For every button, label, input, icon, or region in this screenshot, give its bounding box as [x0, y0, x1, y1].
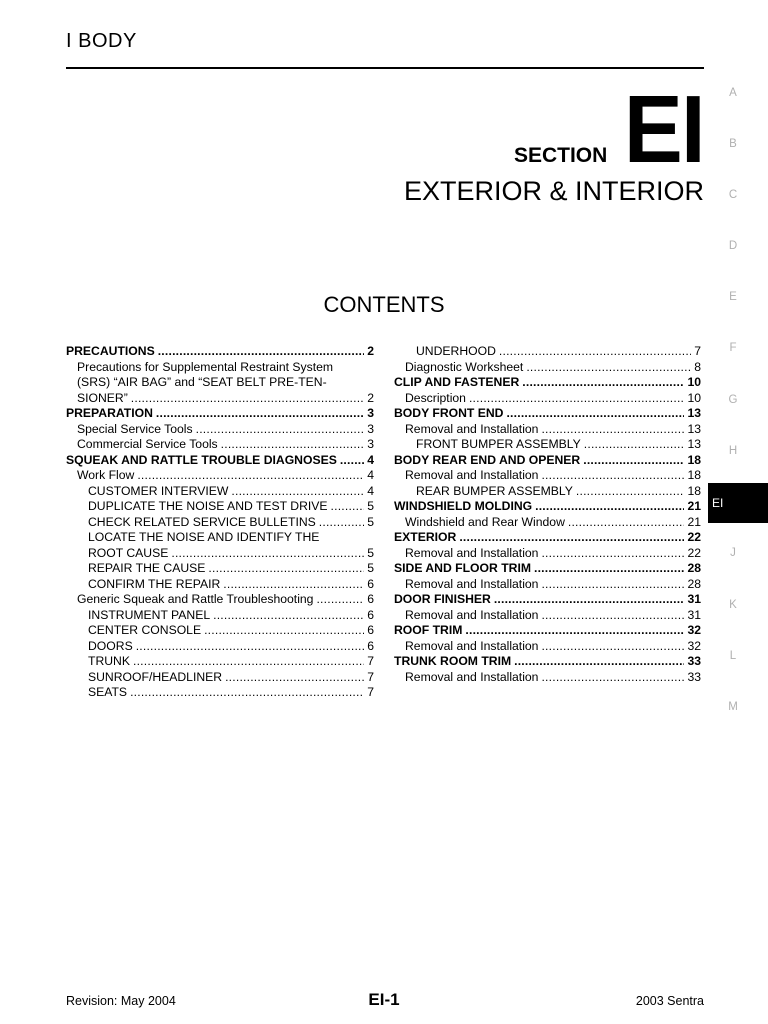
- toc-entry-title: REAR BUMPER ASSEMBLY: [416, 483, 573, 498]
- toc-entry-title: Special Service Tools: [77, 421, 193, 436]
- toc-entry-page: 28: [687, 576, 701, 591]
- section-name: EXTERIOR & INTERIOR: [403, 176, 704, 206]
- toc-entry[interactable]: [66, 484, 374, 500]
- toc-entry-page: 13: [687, 406, 701, 420]
- toc-entry[interactable]: [394, 546, 701, 562]
- toc-entry[interactable]: [66, 608, 374, 624]
- toc-entry[interactable]: [394, 608, 701, 624]
- side-index-tab-active[interactable]: EI: [708, 483, 768, 523]
- toc-leader-dots: [221, 437, 365, 453]
- toc-leader-dots: [583, 453, 684, 469]
- toc-entry-page: 10: [687, 375, 701, 389]
- toc-entry-title: WINDSHIELD MOLDING: [394, 499, 533, 513]
- toc-entry-title: TRUNK ROOM TRIM: [394, 654, 512, 668]
- toc-entry: [66, 530, 374, 546]
- toc-entry[interactable]: [394, 561, 701, 577]
- toc-entry-page: 7: [367, 654, 374, 668]
- toc-leader-dots: [541, 608, 684, 624]
- toc-entry-title: SEATS: [88, 685, 128, 699]
- toc-leader-dots: [223, 577, 364, 593]
- toc-entry-title: CLIP AND FASTENER: [394, 375, 520, 389]
- toc-entry-title: (SRS) “AIR BAG” and “SEAT BELT PRE-TEN-: [77, 375, 327, 389]
- toc-entry[interactable]: [394, 670, 701, 686]
- side-index-tab[interactable]: E: [729, 291, 737, 303]
- toc-entry-page: 2: [367, 344, 374, 358]
- toc-entry[interactable]: [66, 515, 374, 531]
- toc-entry-title: PRECAUTIONS: [66, 344, 155, 358]
- toc-entry-page: 6: [367, 592, 374, 606]
- toc-entry[interactable]: [394, 515, 701, 531]
- toc-entry-page: 3: [367, 421, 374, 436]
- toc-entry-title: INSTRUMENT PANEL: [88, 607, 211, 622]
- toc-leader-dots: [499, 344, 691, 360]
- toc-leader-dots: [156, 406, 364, 422]
- toc-leader-dots: [316, 592, 364, 608]
- side-index-tab[interactable]: G: [728, 394, 738, 406]
- toc-entry-title: Removal and Installation: [405, 545, 539, 560]
- toc-entry-page: 4: [367, 468, 374, 482]
- toc-right-column: [394, 344, 701, 685]
- toc-entry[interactable]: [394, 484, 701, 500]
- toc-entry[interactable]: [394, 639, 701, 655]
- toc-leader-dots: [506, 406, 684, 422]
- toc-entry-title: SUNROOF/HEADLINER: [88, 669, 223, 684]
- footer-page-number: EI-1: [368, 990, 400, 1009]
- toc-entry[interactable]: [394, 360, 701, 376]
- toc-entry-title: SIDE AND FLOOR TRIM: [394, 561, 531, 575]
- toc-leader-dots: [469, 391, 684, 407]
- toc-entry[interactable]: [394, 592, 701, 608]
- toc-entry[interactable]: [66, 592, 374, 608]
- toc-leader-dots: [584, 437, 685, 453]
- toc-entry-page: 5: [367, 499, 374, 513]
- toc-entry-title: Removal and Installation: [405, 669, 539, 684]
- section-block: [513, 76, 704, 183]
- side-index-tab[interactable]: B: [729, 138, 737, 150]
- toc-entry-page: 7: [367, 669, 374, 684]
- toc-entry-page: 31: [687, 592, 701, 606]
- toc-entry-title: SIONER”: [77, 390, 128, 405]
- toc-entry-page: 21: [687, 499, 701, 513]
- toc-entry[interactable]: [66, 685, 374, 701]
- toc-entry-title: Removal and Installation: [405, 421, 539, 436]
- toc-entry-page: 3: [367, 406, 374, 420]
- toc-entry[interactable]: [394, 453, 701, 469]
- toc-entry-title: Removal and Installation: [405, 638, 539, 653]
- toc-entry-page: 32: [687, 623, 701, 637]
- toc-leader-dots: [514, 654, 684, 670]
- header-title: I BODY: [66, 30, 137, 52]
- toc-entry-title: Commercial Service Tools: [77, 437, 218, 451]
- toc-entry[interactable]: [394, 437, 701, 453]
- toc-entry[interactable]: [66, 391, 374, 407]
- toc-leader-dots: [535, 499, 684, 515]
- toc-entry[interactable]: [66, 406, 374, 422]
- toc-entry[interactable]: [66, 468, 374, 484]
- toc-leader-dots: [136, 639, 365, 655]
- toc-entry-title: Description: [405, 390, 466, 405]
- toc-entry[interactable]: [66, 437, 374, 453]
- toc-entry-title: BODY FRONT END: [394, 406, 504, 420]
- section-word: SECTION: [513, 144, 608, 167]
- toc-entry[interactable]: [66, 561, 374, 577]
- toc-entry-title: Removal and Installation: [405, 607, 539, 622]
- toc-entry-page: 5: [367, 514, 374, 529]
- toc-leader-dots: [541, 422, 684, 438]
- side-index-tab[interactable]: F: [729, 342, 737, 354]
- toc-leader-dots: [204, 623, 364, 639]
- toc-leader-dots: [231, 484, 364, 500]
- footer-revision: Revision: May 2004: [66, 994, 176, 1008]
- toc-entry-title: CHECK RELATED SERVICE BULLETINS: [88, 514, 316, 529]
- toc-leader-dots: [541, 546, 684, 562]
- toc-entry-page: 22: [687, 530, 701, 544]
- toc-leader-dots: [576, 484, 685, 500]
- section-code: EI: [624, 76, 704, 183]
- toc-entry-page: 22: [687, 545, 701, 560]
- toc-entry-page: 28: [687, 561, 701, 575]
- toc-leader-dots: [541, 670, 684, 686]
- toc-entry-title: CONFIRM THE REPAIR: [88, 576, 221, 591]
- toc-entry-title: UNDERHOOD: [416, 344, 496, 358]
- toc-leader-dots: [331, 499, 365, 515]
- toc-entry[interactable]: [394, 422, 701, 438]
- side-index-tab[interactable]: J: [730, 547, 736, 559]
- side-index-tab[interactable]: L: [729, 650, 737, 662]
- toc-entry-page: 6: [367, 638, 374, 653]
- toc-leader-dots: [319, 515, 364, 531]
- toc-entry[interactable]: [66, 670, 374, 686]
- toc-entry-page: 32: [687, 638, 701, 653]
- contents-heading: CONTENTS: [323, 292, 445, 317]
- toc-leader-dots: [522, 375, 684, 391]
- toc-entry[interactable]: [66, 639, 374, 655]
- toc-entry-page: 6: [367, 576, 374, 591]
- toc-entry-page: 5: [367, 561, 374, 575]
- toc-leader-dots: [465, 623, 684, 639]
- toc-entry-title: ROOF TRIM: [394, 623, 463, 637]
- toc-leader-dots: [213, 608, 364, 624]
- toc-entry-title: Diagnostic Worksheet: [405, 359, 524, 374]
- section-heading-row: [513, 76, 704, 183]
- footer-model: 2003 Sentra: [635, 994, 704, 1008]
- toc-entry[interactable]: [66, 344, 374, 360]
- toc-entry[interactable]: [66, 577, 374, 593]
- toc-entry-title: FRONT BUMPER ASSEMBLY: [416, 437, 581, 451]
- toc-entry-title: REPAIR THE CAUSE: [88, 561, 206, 575]
- toc-entry-page: 7: [694, 344, 701, 358]
- toc-entry-title: TRUNK: [88, 654, 130, 668]
- toc-entry-page: 4: [367, 483, 374, 498]
- toc-entry[interactable]: [66, 422, 374, 438]
- toc-entry[interactable]: [394, 468, 701, 484]
- toc-entry[interactable]: [394, 344, 701, 360]
- toc-entry-title: CUSTOMER INTERVIEW: [88, 483, 229, 498]
- toc-entry[interactable]: [394, 375, 701, 391]
- toc-leader-dots: [208, 561, 364, 577]
- toc-leader-dots: [541, 468, 684, 484]
- toc-entry-title: DUPLICATE THE NOISE AND TEST DRIVE: [88, 499, 328, 513]
- toc-entry-page: 31: [687, 607, 701, 622]
- toc-entry-page: 21: [687, 514, 701, 529]
- toc-entry-title: Work Flow: [77, 468, 135, 482]
- toc-entry-page: 6: [367, 607, 374, 622]
- toc-leader-dots: [568, 515, 685, 531]
- side-index-tab[interactable]: A: [729, 87, 737, 99]
- toc-entry-title: Generic Squeak and Rattle Troubleshooting: [77, 592, 314, 606]
- toc-entry-page: 13: [687, 421, 701, 436]
- toc-leader-dots: [137, 468, 364, 484]
- toc-entry[interactable]: [394, 391, 701, 407]
- toc-left-column: [66, 344, 374, 701]
- toc-entry-page: 5: [367, 545, 374, 560]
- toc-leader-dots: [158, 344, 365, 360]
- toc-entry: [66, 375, 374, 391]
- toc-leader-dots: [340, 453, 364, 469]
- toc-entry[interactable]: [394, 499, 701, 515]
- header-rule: [66, 67, 704, 69]
- toc-entry-page: 18: [687, 452, 701, 467]
- side-index-tab[interactable]: D: [728, 240, 738, 252]
- side-index-tab[interactable]: C: [728, 189, 738, 201]
- toc-entry[interactable]: [394, 654, 701, 670]
- toc-entry-title: CENTER CONSOLE: [88, 623, 202, 637]
- toc-entry: [66, 360, 374, 376]
- toc-entry-page: 2: [367, 390, 374, 405]
- side-index-tab[interactable]: K: [729, 599, 737, 611]
- toc-entry-page: 3: [367, 437, 374, 451]
- toc-entry-title: EXTERIOR: [394, 530, 457, 544]
- toc-entry-page: 13: [687, 437, 701, 451]
- toc-entry-page: 10: [687, 390, 701, 405]
- toc-leader-dots: [541, 577, 684, 593]
- toc-entry[interactable]: [66, 654, 374, 670]
- toc-entry-title: Removal and Installation: [405, 576, 539, 591]
- toc-entry-page: 18: [687, 468, 701, 482]
- toc-entry[interactable]: [394, 623, 701, 639]
- toc-leader-dots: [534, 561, 684, 577]
- toc-leader-dots: [459, 530, 684, 546]
- toc-leader-dots: [133, 654, 364, 670]
- toc-leader-dots: [171, 546, 364, 562]
- toc-leader-dots: [131, 391, 364, 407]
- side-thumb-index: [708, 0, 768, 1024]
- toc-leader-dots: [130, 685, 364, 701]
- toc-entry-page: 4: [367, 452, 374, 467]
- toc-leader-dots: [494, 592, 685, 608]
- toc-entry-page: 18: [687, 483, 701, 498]
- toc-entry[interactable]: [66, 453, 374, 469]
- toc-entry[interactable]: [394, 406, 701, 422]
- toc-leader-dots: [225, 670, 364, 686]
- toc-entry-title: Windshield and Rear Window: [405, 514, 565, 529]
- toc-leader-dots: [526, 360, 691, 376]
- toc-entry-title: SQUEAK AND RATTLE TROUBLE DIAGNOSES: [66, 452, 337, 467]
- toc-entry-title: DOORS: [88, 638, 133, 653]
- toc-entry-page: 7: [367, 685, 374, 699]
- toc-entry-page: 8: [694, 359, 701, 374]
- toc-entry[interactable]: [394, 530, 701, 546]
- toc-leader-dots: [541, 639, 684, 655]
- toc-entry-title: BODY REAR END AND OPENER: [394, 452, 581, 467]
- toc-entry[interactable]: [66, 499, 374, 515]
- side-index-tab[interactable]: H: [728, 445, 738, 457]
- toc-entry-page: 33: [687, 669, 701, 684]
- toc-entry-title: LOCATE THE NOISE AND IDENTIFY THE: [88, 530, 320, 544]
- toc-entry[interactable]: [66, 546, 374, 562]
- toc-entry-page: 33: [687, 654, 701, 668]
- toc-entry-title: PREPARATION: [66, 406, 153, 420]
- toc-entry-title: DOOR FINISHER: [394, 592, 491, 606]
- toc-entry-title: Precautions for Supplemental Restraint System: [77, 359, 334, 374]
- toc-entry-title: Removal and Installation: [405, 468, 539, 482]
- toc-entry[interactable]: [394, 577, 701, 593]
- toc-entry-title: ROOT CAUSE: [88, 545, 169, 560]
- side-index-tab[interactable]: M: [728, 701, 738, 713]
- toc-leader-dots: [196, 422, 365, 438]
- toc-entry[interactable]: [66, 623, 374, 639]
- toc-entry-page: 6: [367, 623, 374, 637]
